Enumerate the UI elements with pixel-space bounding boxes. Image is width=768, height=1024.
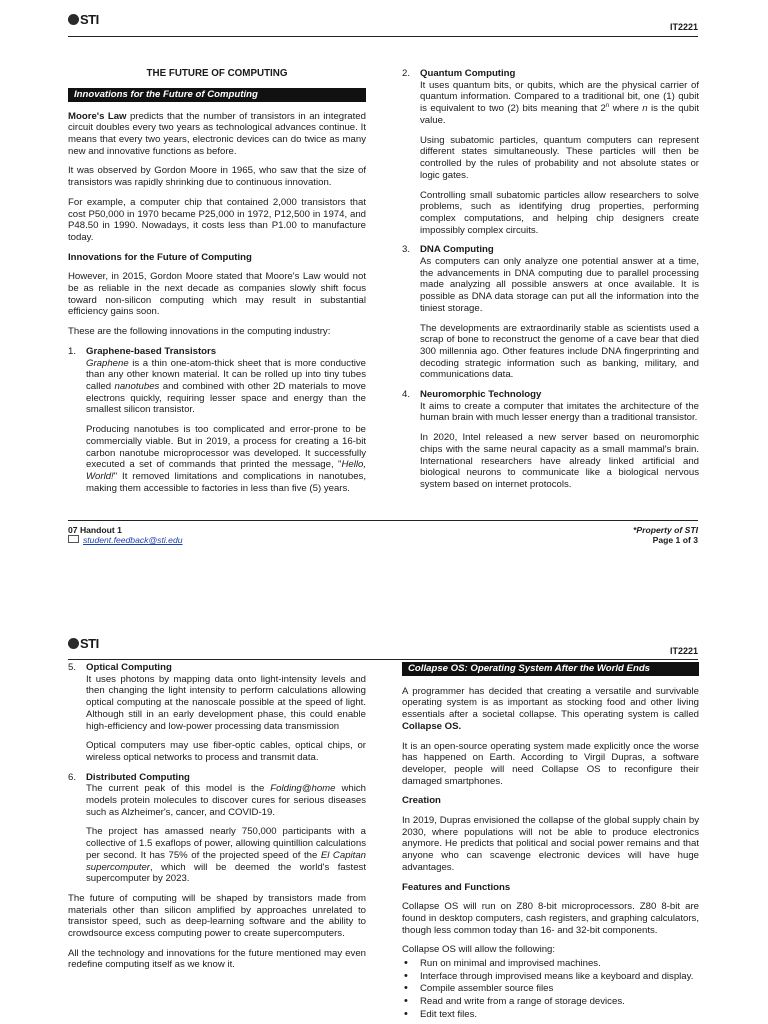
- item-number: 6.: [68, 771, 77, 783]
- subheading: Innovations for the Future of Computing: [68, 251, 252, 263]
- paragraph: It aims to create a computer that imitates the architecture of the human brain with much lesser energy than a traditional transistor.: [420, 400, 699, 424]
- paragraph: These are the following innovations in the computing industry:: [68, 326, 331, 338]
- paragraph: The future of computing will be shaped by transistors made from materials other than silicon amplified by approaches unrelated to transistor speed, such as deep-learning software and the ability to crowdsource excess computing power to create supercomputers.: [68, 892, 366, 940]
- item-heading: Optical Computing: [86, 662, 172, 673]
- page1-right-column: [402, 68, 699, 499]
- item-heading: Quantum Computing: [420, 68, 516, 79]
- footer-rule: [68, 520, 698, 521]
- header-rule: [68, 36, 698, 37]
- paragraph: It is an open-source operating system made explicitly once the worse has happened on Earth. According to Virgil Dupras, a software developer, people will need Collapse OS to reconfigure their damaged smartphones.: [402, 740, 699, 787]
- footer-right: [633, 525, 698, 546]
- item-heading: Distributed Computing: [86, 771, 190, 783]
- list-item-neuromorphic: [402, 389, 699, 491]
- section-banner: Innovations for the Future of Computing: [68, 88, 366, 102]
- feature-list: [402, 958, 699, 1021]
- list-item: • Edit text files.: [420, 1009, 699, 1021]
- paragraph: Moore's Law predicts that the number of transistors in an integrated circuit doubles every two years as technological advances continue. It means that every two years, electronic devices can do twice as many new and innovative functions as before.: [68, 110, 366, 157]
- paragraph: A programmer has decided that creating a versatile and survivable operating system is as important as stocking food and other living essentials after a societal collapse. This operating system is called Collapse OS.: [402, 685, 699, 732]
- paragraph: In 2020, Intel released a new server based on neuromorphic chips with the same neural capacity as a small mammal's brain. International researchers have already linked artificial and biological neurons to communicate like a biological nervous system based on internet protocols.: [420, 432, 699, 490]
- paragraph: In 2019, Dupras envisioned the collapse of the global supply chain by 2030, where populations will not be able to produce electronics anymore. He predicts that political and social power remains and that anyone who can scavenge electronic devices will have huge advantages.: [402, 815, 699, 873]
- paragraph: Producing nanotubes is too complicated and error-prone to be commercially viable. But in 2019, a process for creating a 16-bit carbon nanotube microprocessor was developed. It successfully executed a set of commands that printed the message, "Hello, World!" It removed limitations and complications in nanotubes, making them accessible to factories in less than five (5) years.: [86, 424, 366, 494]
- doc-code: IT2221: [669, 646, 698, 656]
- page2-left-column: [68, 662, 366, 979]
- list-item: • Interface through improvised means like a keyboard and display.: [420, 971, 699, 983]
- logo-text: STI: [80, 636, 99, 651]
- paragraph: As computers can only analyze one potential answer at a time, the advancements in DNA computing due to parallel processing made analyzing all possible answers at once available. It is possible as DNA data storage can put all the information into the tiniest storage.: [420, 256, 699, 314]
- item-number: 1.: [68, 345, 77, 357]
- page2-right-column: [402, 662, 699, 1022]
- list-item-distributed: [68, 772, 366, 885]
- document-title: THE FUTURE OF COMPUTING: [146, 68, 288, 79]
- item-number: 2.: [402, 68, 411, 79]
- list-item-quantum: [402, 68, 699, 236]
- paragraph: Using subatomic particles, quantum computers can represent different states simultaneously. These particles will then be controlled by the rules of probability and not absolute states or logic gates.: [420, 134, 699, 181]
- paragraph: However, in 2015, Gordon Moore stated that Moore's Law would not be as reliable in the next decade as companies slowly shift focus toward non-silicon computing which may result in substantial efficiency gains soon.: [68, 271, 366, 318]
- page-2: [0, 608, 768, 1024]
- paragraph: The current peak of this model is the Folding@home which models protein molecules to discover cures for serious diseases such as Alzheimer's, cancer, and COVID-19.: [86, 783, 366, 818]
- paragraph: All the technology and innovations for the future mentioned may even redefine computing itself as we know it.: [68, 947, 366, 971]
- list-item: • Read and write from a range of storage devices.: [420, 996, 699, 1008]
- item-number: 4.: [402, 389, 411, 401]
- page1-left-column: [68, 68, 366, 502]
- subheading-creation: Creation: [402, 795, 441, 807]
- paragraph: It was observed by Gordon Moore in 1965, who saw that the size of transistors was rapidly shrinking due to continuous innovation.: [68, 165, 366, 189]
- doc-code: IT2221: [669, 22, 698, 32]
- handout-label: 07 Handout 1: [68, 525, 122, 535]
- header-rule: [68, 659, 698, 660]
- list-item-optical: [68, 662, 366, 764]
- email-icon: [68, 535, 79, 543]
- paragraph: Controlling small subatomic particles allow researchers to solve problems, such as identifying drug properties, performing complex computations, and helping chip designers create impossibly complex circuits.: [420, 189, 699, 236]
- page-gap: [0, 560, 768, 608]
- paragraph: For example, a computer chip that contained 2,000 transistors that cost P50,000 in 1970 became P25,000 in 1972, P12,500 in 1974, and P48.50 in 1990. Nowadays, it costs less than P1.00 to manufacture today.: [68, 196, 366, 243]
- item-heading: DNA Computing: [420, 244, 494, 256]
- paragraph: Collapse OS will allow the following:: [402, 944, 556, 956]
- footer-left: [68, 525, 183, 546]
- item-number: 5.: [68, 662, 77, 673]
- paragraph: Collapse OS will run on Z80 8-bit microprocessors. Z80 8-bit are found in desktop computers, cash registers, and graphing calculators, though less common today than 16- and 32-bit components.: [402, 901, 699, 936]
- property-label: *Property of STI: [633, 525, 698, 535]
- subheading-features: Features and Functions: [402, 881, 511, 893]
- item-heading: Neuromorphic Technology: [420, 389, 542, 401]
- paragraph: The developments are extraordinarily stable as scientists used a scrap of bone to reconstruct the genome of a cave bear that died 300 millennia ago. Other features include DNA fingerprinting and decoding strategic information such as banking, military, and communications data.: [420, 322, 699, 381]
- item-heading: Graphene-based Transistors: [86, 345, 217, 357]
- paragraph: It uses photons by mapping data onto light-intensity levels and then changing the light intensity to perform calculations allowing optical computing at the nanoscale possible at the speed of light. Although still in an early development phase, this could enable high-efficiency and low-power processing data transmission: [86, 673, 366, 732]
- page-number: Page 1 of 3: [652, 535, 698, 546]
- list-item-graphene: [68, 346, 366, 494]
- list-item: • Compile assembler source files: [420, 983, 699, 995]
- sti-logo: [68, 12, 99, 28]
- logo-mark-icon: [68, 638, 79, 649]
- list-item: • Run on minimal and improvised machines.: [420, 958, 699, 970]
- paragraph: Optical computers may use fiber-optic cables, optical chips, or wireless optical networks to process and transmit data.: [86, 740, 366, 763]
- logo-text: STI: [80, 12, 99, 27]
- sti-logo: [68, 636, 99, 652]
- paragraph: Graphene is a thin one-atom-thick sheet that is more conductive than any other known material. It can be rolled up into tiny tubes called nanotubes and combined with other 2D materials to move electrons quickly, requiring lesser space and energy than the smallest silicon transistor.: [86, 357, 367, 416]
- paragraph: The project has amassed nearly 750,000 participants with a collective of 1.5 exaflops of power, allowing quintillion calculations per second. It has 75% of the projected speed of the El Capitan supercomputer, which will be deemed the world's fastest supercomputer by 2023.: [86, 826, 366, 885]
- section-banner: Collapse OS: Operating System After the World Ends: [402, 662, 699, 676]
- paragraph: It uses quantum bits, or qubits, which are the physical carrier of quantum information. Compared to a traditional bit, one (1) qubit is equivalent to two (2) bits meaning that 2$^n$ where n is the qubit value.: [420, 79, 699, 126]
- list-item-dna: [402, 244, 699, 381]
- logo-mark-icon: [68, 14, 79, 25]
- feedback-email-link[interactable]: student.feedback@sti.edu: [83, 535, 183, 546]
- item-number: 3.: [402, 244, 411, 256]
